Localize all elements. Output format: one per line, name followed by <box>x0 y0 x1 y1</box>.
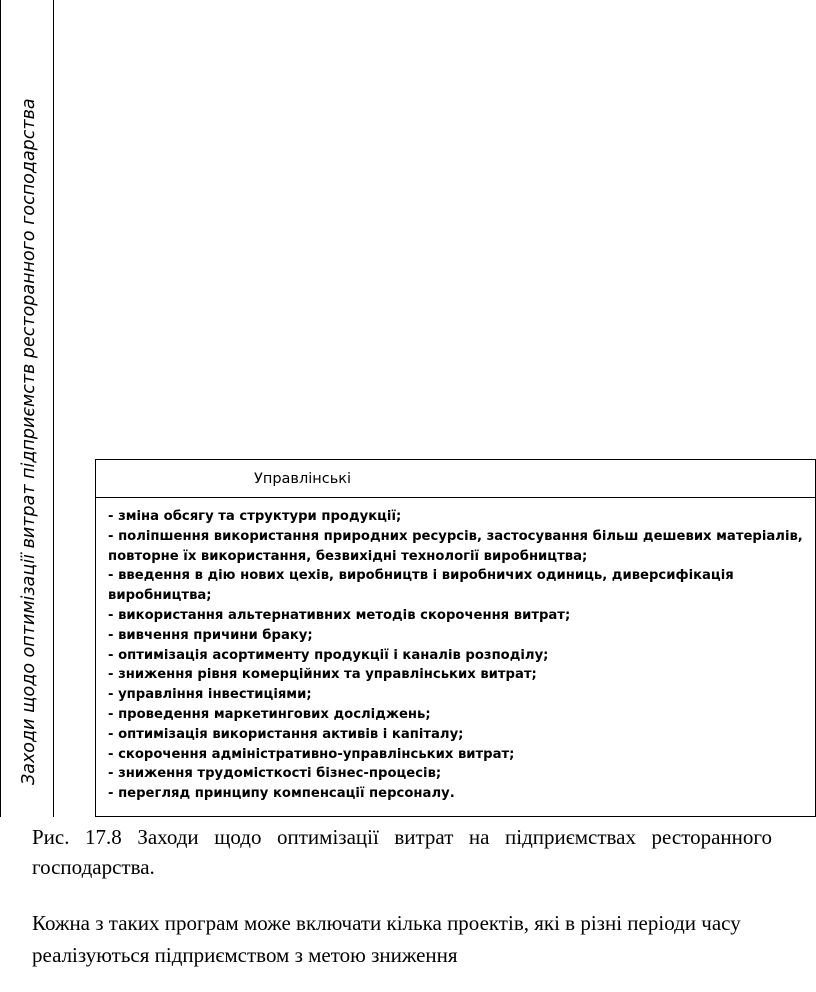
list-item: - скорочення адміністративно-управлінських витрат; <box>108 746 515 762</box>
list-item: - зниження рівня комерційних та управлінських витрат; <box>108 667 537 683</box>
list-item: - вивчення причини браку; <box>108 627 313 643</box>
list-item: - поліпшення використання природних ресурсів, застосування більш дешевих матеріалів, повторне їх використання, безвихідні технології виробництва; <box>108 528 803 564</box>
list-item: - оптимізація використання активів і капіталу; <box>108 726 464 742</box>
list-item: - введення в дію нових цехів, виробництв і виробничих одиниць, диверсифікація виробництва; <box>108 568 734 604</box>
management-measures-box <box>95 459 816 817</box>
list-item: - перегляд принципу компенсації персоналу. <box>108 786 455 802</box>
figure-caption: Рис. 17.8 Заходи щодо оптимізації витрат на підприємствах ресторанного господарства. <box>32 825 772 879</box>
list-item: - використання альтернативних методів скорочення витрат; <box>108 607 571 623</box>
body-paragraph: Кожна з таких програм може включати кілька проектів, які в різні періоди часу реалізуються підприємством з метою зниження <box>32 911 741 967</box>
measures-list <box>96 498 815 804</box>
list-item: - управління інвестиціями; <box>108 687 312 703</box>
box-header: Управлінські <box>96 460 815 498</box>
list-item: - зміна обсягу та структури продукції; <box>108 509 402 524</box>
side-title-panel: Заходи щодо оптимізації витрат підприємств ресторанного господарства <box>0 0 54 817</box>
list-item: - проведення маркетингових досліджень; <box>108 706 431 722</box>
list-item: - оптимізація асортименту продукції і каналів розподілу; <box>108 647 549 663</box>
list-item: - зниження трудомісткості бізнес-процесів; <box>108 766 442 782</box>
